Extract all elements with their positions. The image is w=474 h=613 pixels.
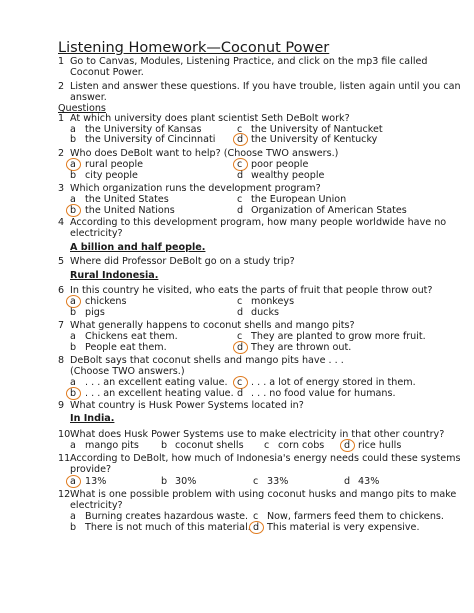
option-letter: d [237, 205, 244, 216]
option-text: rice hulls [358, 440, 402, 451]
option-letter: d [237, 170, 244, 181]
option-letter: a [70, 159, 76, 170]
option-text: pigs [85, 307, 105, 318]
option-text: People eat them. [85, 342, 167, 353]
option-text: the University of Nantucket [251, 124, 383, 135]
option-letter: b [70, 522, 77, 533]
question-number: 11 [58, 453, 71, 464]
question-number: 3 [58, 183, 65, 194]
option-letter: a [70, 476, 76, 487]
option-text: They are thrown out. [251, 342, 352, 353]
option-letter: c [237, 331, 243, 342]
question-number: 10 [58, 429, 71, 440]
option-letter: b [70, 170, 77, 181]
intro-text: Coconut Power. [70, 67, 144, 78]
question-number: 7 [58, 320, 65, 331]
option-text: chickens [85, 296, 127, 307]
written-answer: Rural Indonesia. [70, 270, 159, 281]
option-letter: b [70, 307, 77, 318]
option-letter: b [70, 342, 77, 353]
option-text: wealthy people [251, 170, 325, 181]
question-number: 6 [58, 285, 65, 296]
option-letter: c [253, 511, 259, 522]
option-text: . . . an excellent eating value. [85, 377, 228, 388]
question-number: 9 [58, 400, 65, 411]
option-letter: b [70, 134, 77, 145]
intro-number: 1 [58, 56, 65, 67]
option-letter: c [237, 159, 243, 170]
option-text: poor people [251, 159, 309, 170]
question-text: What country is Husk Power Systems located in? [70, 400, 304, 411]
question-number: 1 [58, 113, 65, 124]
question-text: What is one possible problem with using coconut husks and mango pits to make [70, 489, 457, 500]
option-letter: c [253, 476, 259, 487]
option-text: . . . a lot of energy stored in them. [251, 377, 416, 388]
option-text: They are planted to grow more fruit. [251, 331, 426, 342]
option-text: the University of Kansas [85, 124, 202, 135]
question-text: Who does DeBolt want to help? (Choose TWO answers.) [70, 148, 339, 159]
option-letter: a [70, 440, 76, 451]
option-text: 33% [267, 476, 289, 487]
question-text: Which organization runs the development program? [70, 183, 321, 194]
option-text: 30% [175, 476, 197, 487]
question-text: Where did Professor DeBolt go on a study trip? [70, 256, 295, 267]
intro-text: Listen and answer these questions. If you have trouble, listen again until you can [70, 81, 461, 92]
option-letter: a [70, 194, 76, 205]
written-answer: A billion and half people. [70, 242, 206, 253]
option-text: Organization of American States [251, 205, 407, 216]
questions-header: Questions [58, 103, 106, 114]
page-title: Listening Homework—Coconut Power [58, 40, 330, 56]
question-text: What does Husk Power Systems use to make electricity in that other country? [70, 429, 445, 440]
option-text: corn cobs [278, 440, 325, 451]
question-text: (Choose TWO answers.) [70, 366, 185, 377]
option-text: . . . no food value for humans. [251, 388, 396, 399]
option-letter: c [237, 194, 243, 205]
option-letter: d [344, 440, 351, 451]
option-letter: a [70, 296, 76, 307]
option-text: the United Nations [85, 205, 175, 216]
option-text: city people [85, 170, 138, 181]
question-text: In this country he visited, who eats the parts of fruit that people throw out? [70, 285, 433, 296]
answer-circle [66, 204, 81, 217]
answer-circle [249, 521, 264, 534]
question-text: provide? [70, 464, 112, 475]
question-text: DeBolt says that coconut shells and mango pits have . . . [70, 355, 344, 366]
intro-text: Go to Canvas, Modules, Listening Practice, and click on the mp3 file called [70, 56, 428, 67]
intro-text: answer. [70, 92, 107, 103]
question-text: electricity? [70, 228, 123, 239]
option-text: the United States [85, 194, 169, 205]
option-letter: d [237, 307, 244, 318]
option-letter: a [70, 124, 76, 135]
option-letter: c [237, 377, 243, 388]
option-text: ducks [251, 307, 279, 318]
answer-circle [66, 475, 81, 488]
option-text: 43% [358, 476, 380, 487]
option-letter: d [237, 342, 244, 353]
question-number: 4 [58, 217, 65, 228]
intro-number: 2 [58, 81, 65, 92]
option-text: the European Union [251, 194, 347, 205]
answer-circle [233, 133, 248, 146]
option-letter: d [237, 134, 244, 145]
option-letter: a [70, 331, 76, 342]
option-text: Now, farmers feed them to chickens. [267, 511, 444, 522]
option-text: mango pits [85, 440, 139, 451]
option-letter: b [161, 440, 168, 451]
option-letter: b [161, 476, 168, 487]
option-letter: d [237, 388, 244, 399]
option-text: coconut shells [175, 440, 244, 451]
question-number: 12 [58, 489, 71, 500]
option-letter: d [253, 522, 260, 533]
written-answer: In India. [70, 413, 115, 424]
option-letter: c [264, 440, 270, 451]
option-text: 13% [85, 476, 107, 487]
question-text: According to this development program, how many people worldwide have no [70, 217, 447, 228]
option-text: . . . an excellent heating value. [85, 388, 234, 399]
option-text: This material is very expensive. [267, 522, 420, 533]
question-number: 5 [58, 256, 65, 267]
question-text: What generally happens to coconut shells and mango pits? [70, 320, 355, 331]
option-text: the University of Cincinnati [85, 134, 216, 145]
question-text: At which university does plant scientist Seth DeBolt work? [70, 113, 350, 124]
option-letter: d [344, 476, 351, 487]
answer-circle [233, 341, 248, 354]
option-text: Chickens eat them. [85, 331, 178, 342]
question-text: According to DeBolt, how much of Indonesia's energy needs could these systems [70, 453, 461, 464]
option-text: There is not much of this material. [85, 522, 251, 533]
option-letter: b [70, 205, 77, 216]
option-text: the University of Kentucky [251, 134, 378, 145]
option-text: rural people [85, 159, 144, 170]
question-number: 8 [58, 355, 65, 366]
option-letter: c [237, 296, 243, 307]
answer-circle [66, 387, 81, 400]
question-number: 2 [58, 148, 65, 159]
question-text: electricity? [70, 500, 123, 511]
option-text: Burning creates hazardous waste. [85, 511, 249, 522]
option-letter: a [70, 511, 76, 522]
option-text: monkeys [251, 296, 295, 307]
answer-circle [340, 439, 355, 452]
option-letter: a [70, 377, 76, 388]
option-letter: b [70, 388, 77, 399]
option-letter: c [237, 124, 243, 135]
